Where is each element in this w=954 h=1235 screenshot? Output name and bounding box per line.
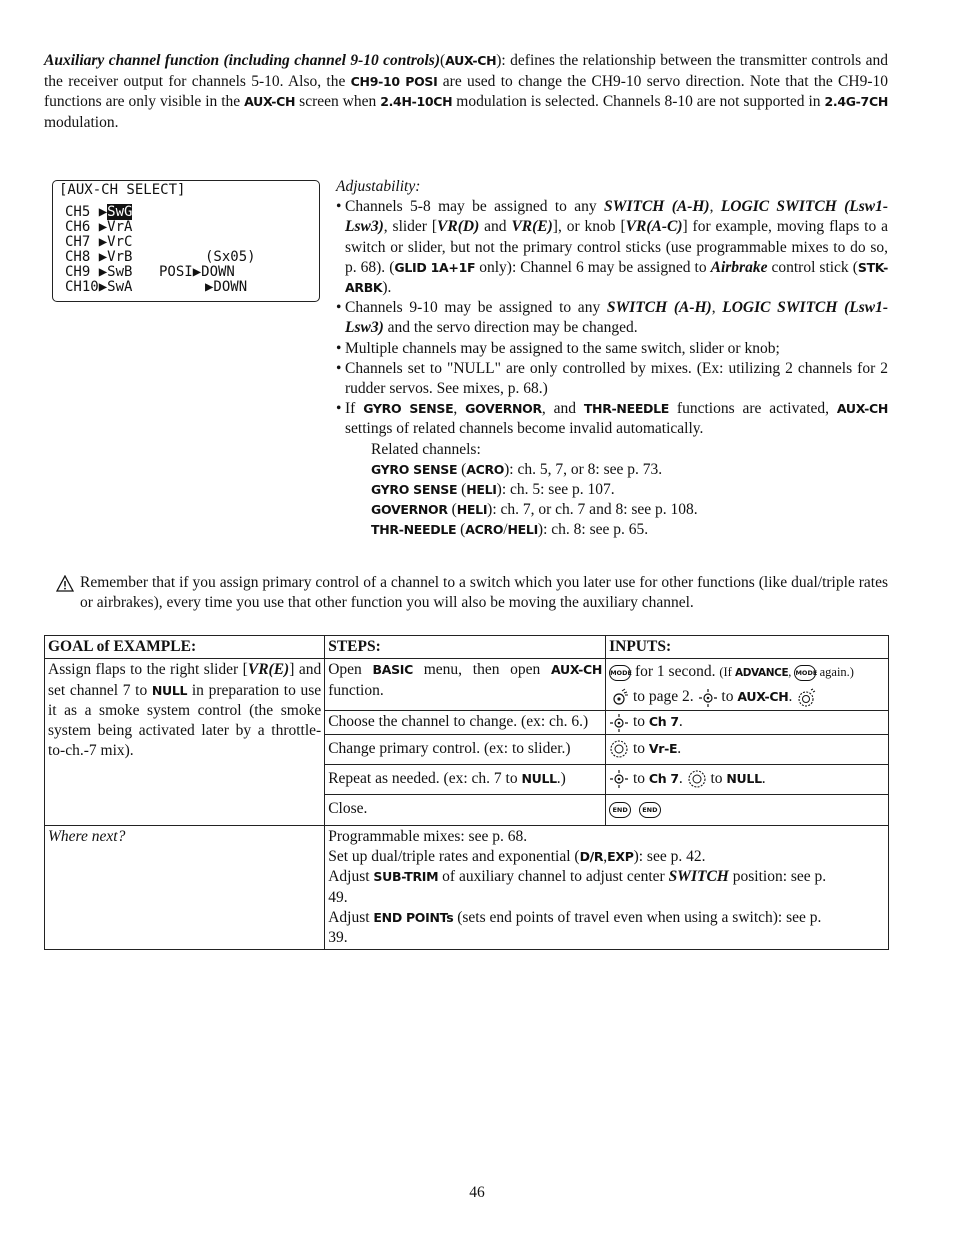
related-item: GOVERNOR (HELI): ch. 7, or ch. 7 and 8: see p. 108.	[371, 501, 698, 519]
step-cell: Choose the channel to change. (ex: ch. 6.)	[325, 711, 606, 734]
input-cell: to Ch 7.	[606, 711, 889, 734]
dial-icon	[609, 739, 629, 759]
adjustability-heading: Adjustability:	[336, 178, 421, 195]
related-item: GYRO SENSE (HELI): ch. 5: see p. 107.	[371, 481, 615, 499]
lcd-row: CH7 ▶VrC	[65, 234, 133, 250]
bullet-item: • Channels 5-8 may be assigned to any SWITCH (A-H), LOGIC SWITCH (Lsw1-Lsw3), slider [VR(D) and VR(E)], or knob [VR(A-C)] for example, moving flaps to a switch or slider, but not the primary control sticks (use programmable mixes to do so, p. 68). (GLID 1A+1F only): Channel 6 may be assigned to Airbrake control stick (STK-ARBK).	[336, 197, 888, 298]
modulation-7ch-code: 2.4G-7CH	[824, 94, 888, 109]
table-header-row	[45, 636, 889, 659]
header-inputs: INPUTS:	[606, 636, 889, 659]
lcd-row: CH5 ▶SwG	[65, 204, 133, 220]
dial-icon	[687, 769, 707, 789]
bullet-item: • Channels 9-10 may be assigned to any SWITCH (A-H), LOGIC SWITCH (Lsw1-Lsw3) and the servo direction may be changed.	[336, 298, 888, 338]
example-table	[44, 635, 889, 950]
ch9-10-posi-code: CH9-10 POSI	[350, 73, 438, 89]
intro-title: Auxiliary channel function (including channel 9-10 controls)	[44, 52, 440, 69]
related-item: GYRO SENSE (ACRO): ch. 5, 7, or 8: see p. 73.	[371, 460, 663, 478]
dpad-icon	[698, 688, 718, 708]
bullet-item: • If GYRO SENSE, GOVERNOR, and THR-NEEDLE functions are activated, AUX-CH settings of related channels become invalid automatically.	[336, 399, 888, 439]
page-number: 46	[469, 1184, 485, 1201]
header-steps: STEPS:	[325, 636, 606, 659]
intro-paragraph: Auxiliary channel function (including channel 9-10 controls)(AUX-CH): defines the relationship between the transmitter controls and the receiver output for channels 5-10. Also, the CH9-10 POSI are used to change the CH9-10 servo direction. Note that the CH9-10 functions are only visible in the AUX-CH screen when 2.4H-10CH modulation is selected. Channels 8-10 are not supported in 2.4G-7CH modulation.	[44, 52, 889, 131]
mode-button-icon: MODE	[794, 665, 816, 681]
aux-ch-code: AUX-CH	[244, 94, 296, 109]
lcd-row: CH8 ▶VrB (Sx05)	[65, 249, 256, 265]
input-cell: to Ch 7. to NULL.	[606, 765, 889, 795]
where-next-cell: Where next?	[45, 825, 325, 950]
input-cell: MODE for 1 second. (If ADVANCE, MODE again.) to page 2. to AUX-CH.	[606, 659, 889, 711]
related-heading: Related channels:	[371, 440, 481, 458]
table-row	[45, 825, 889, 950]
step-cell: Close.	[325, 795, 606, 825]
scroll-dial-icon	[609, 688, 629, 708]
step-cell: Open BASIC menu, then open AUX-CH function.	[325, 659, 606, 711]
step-cell: Repeat as needed. (ex: ch. 7 to NULL.)	[325, 765, 606, 795]
warning-icon	[56, 575, 74, 592]
related-item: THR-NEEDLE (ACRO/HELI): ch. 8: see p. 65.	[371, 521, 649, 539]
dial-press-icon	[796, 688, 816, 708]
end-button-icon: END	[639, 802, 661, 818]
warning-note	[56, 573, 888, 612]
mode-button-icon: MODE	[609, 665, 631, 681]
lcd-row: CH9 ▶SwB POSI▶DOWN	[65, 264, 235, 280]
header-goal: GOAL of EXAMPLE:	[45, 636, 325, 659]
end-button-icon: END	[609, 802, 631, 818]
dpad-icon	[609, 769, 629, 789]
lcd-row: CH6 ▶VrA	[65, 219, 133, 235]
adjustability-section	[336, 177, 888, 541]
modulation-10ch-code: 2.4H-10CH	[380, 94, 453, 109]
bullet-item: • Channels set to "NULL" are only controlled by mixes. (Ex: utilizing 2 channels for 2 rudder servos. See mixes, p. 68.)	[336, 359, 888, 399]
warning-text: Remember that if you assign primary control of a channel to a switch which you later use for other functions (like dual/triple rates or airbrakes), every time you use that other function you will also be moving the auxiliary channel.	[80, 574, 888, 611]
aux-ch-code: AUX-CH	[445, 53, 497, 68]
lcd-title: [AUX-CH SELECT]	[59, 182, 186, 198]
lcd-row: CH10▶SwA ▶DOWN	[65, 279, 248, 295]
input-cell: to Vr-E.	[606, 734, 889, 764]
where-next-content: Programmable mixes: see p. 68. Set up dual/triple rates and exponential (D/R,EXP): see p. 42. Adjust SUB-TRIM of auxiliary channel to adjust center SWITCH position: see p. 49. Adjust END POINTs (sets end points of travel even when using a switch): see p. 39.	[325, 825, 889, 950]
bullet-item: • Multiple channels may be assigned to the same switch, slider or knob;	[336, 339, 888, 359]
dpad-icon	[609, 713, 629, 733]
goal-cell: Assign flaps to the right slider [VR(E)] and set channel 7 to NULL in preparation to use it as a smoke system control (the smoke system being activated later by a throttle-to-ch.-7 mix).	[45, 659, 325, 825]
input-cell	[606, 795, 889, 825]
table-row	[45, 659, 889, 711]
lcd-selected-value: SwG	[107, 204, 133, 220]
step-cell: Change primary control. (ex: to slider.)	[325, 734, 606, 764]
lcd-screen	[52, 180, 320, 302]
